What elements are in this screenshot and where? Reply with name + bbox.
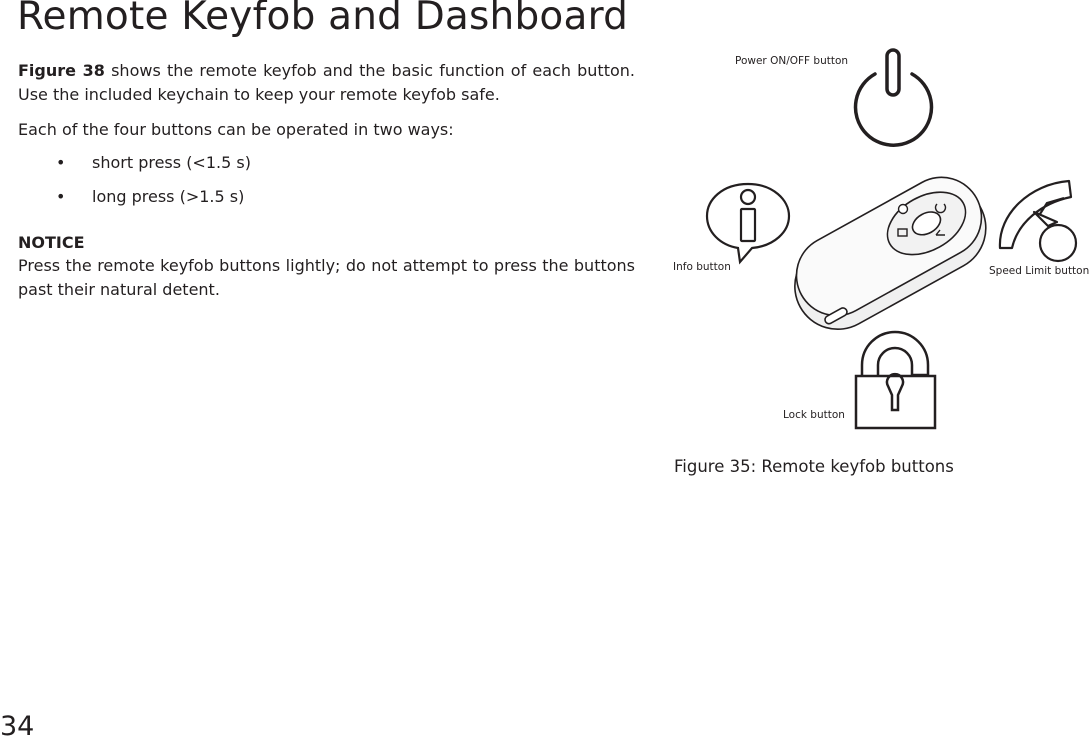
power-icon [856, 50, 932, 145]
notice-text: Press the remote keyfob buttons lightly; do not attempt to press the buttons past their natural detent. [18, 256, 635, 299]
keyfob-device [776, 163, 1002, 345]
power-button-label: Power ON/OFF button [735, 55, 849, 67]
lock-button-label: Lock button [783, 409, 845, 421]
info-icon [707, 184, 789, 262]
notice-heading: NOTICE [18, 233, 85, 252]
figure-caption: Figure 35: Remote keyfob buttons [674, 457, 954, 476]
speed-limit-icon [1000, 181, 1076, 261]
figure-reference[interactable]: Figure 38 [18, 61, 105, 80]
lock-icon [856, 332, 935, 428]
bullet-marker: • [56, 153, 66, 172]
page-title: Remote Keyfob and Dashboard [17, 0, 629, 39]
bullet-marker: • [56, 187, 66, 206]
ways-intro: Each of the four buttons can be operated in two ways: [18, 120, 454, 139]
bullet-text: long press (>1.5 s) [92, 187, 245, 206]
fob-info-glyph [899, 205, 908, 214]
info-button-label: Info button [673, 261, 731, 273]
speed-limit-button-label: Speed Limit button [989, 265, 1089, 277]
intro-text: shows the remote keyfob and the basic function of each button. Use the included keychain to keep your remote keyfob safe. [18, 61, 635, 104]
page-number: 34 [0, 711, 35, 742]
bullet-text: short press (<1.5 s) [92, 153, 251, 172]
